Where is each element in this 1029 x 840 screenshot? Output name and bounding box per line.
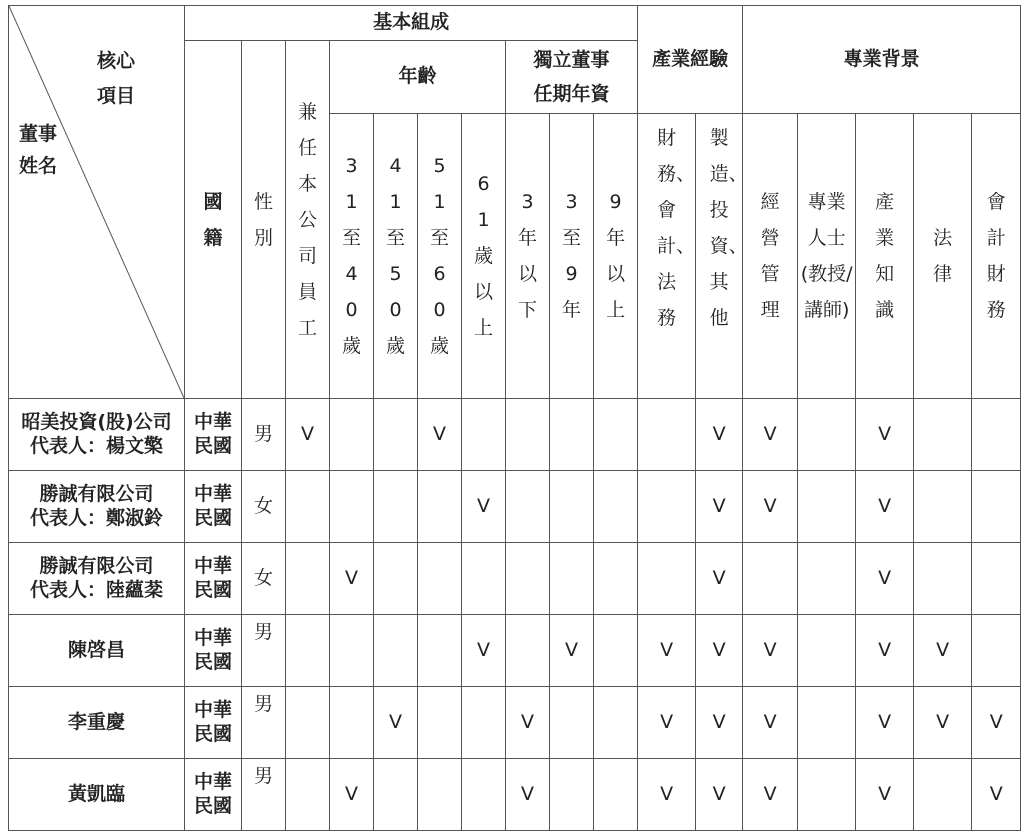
col-tenure-over-9: 9年以上 [594,114,638,399]
age-51-60-cell [418,759,462,831]
industry-manufacture-cell: V [696,471,743,543]
nationality-cell: 中華 民國 [185,759,242,831]
age-41-50-cell [374,615,418,687]
group-professional-background: 專業背景 [743,6,1021,114]
employee-cell [286,759,330,831]
pro-accounting-cell: V [972,759,1021,831]
tenure-under-3-cell [506,399,550,471]
col-gender: 性別 [242,41,286,399]
pro-management-cell: V [743,399,798,471]
pro-law-cell: V [914,615,972,687]
age-61-plus-cell [462,759,506,831]
tenure-over-9-cell [594,471,638,543]
pro-professional-cell [798,687,856,759]
tenure-3-9-cell [550,759,594,831]
board-diversity-table [8,5,1021,831]
pro-industry-cell: V [856,399,914,471]
director-name: 勝誠有限公司 代表人：陸蘊棻 [9,543,185,615]
pro-management-cell: V [743,615,798,687]
col-pro-professional: 專業人士(教授/講師) [798,114,856,399]
pro-professional-cell [798,399,856,471]
industry-manufacture-cell: V [696,543,743,615]
corner-top-label: 核心 項目 [97,50,136,107]
pro-professional-cell [798,759,856,831]
age-51-60-cell [418,471,462,543]
industry-manufacture-cell: V [696,615,743,687]
nationality-cell: 中華 民國 [185,687,242,759]
pro-accounting-cell: V [972,687,1021,759]
pro-accounting-cell [972,615,1021,687]
pro-professional-cell [798,615,856,687]
gender-cell: 男 [242,399,286,471]
pro-management-cell: V [743,759,798,831]
age-31-40-cell [330,399,374,471]
col-tenure-under-3: 3年以下 [506,114,550,399]
pro-management-cell: V [743,471,798,543]
pro-management-cell [743,543,798,615]
tenure-over-9-cell [594,399,638,471]
tenure-under-3-cell: V [506,687,550,759]
tenure-under-3-cell: V [506,759,550,831]
nationality-cell: 中華 民國 [185,399,242,471]
age-61-plus-cell [462,399,506,471]
col-tenure-3-9: 3至9年 [550,114,594,399]
col-industry-finance: 財務、會計、法務 [638,114,696,399]
age-61-plus-cell: V [462,471,506,543]
pro-management-cell: V [743,687,798,759]
industry-finance-cell [638,543,696,615]
nationality-cell: 中華 民國 [185,471,242,543]
col-age-41-50: 41至50歲 [374,114,418,399]
col-industry-manufacture: 製造、投資、其他 [696,114,743,399]
header-corner-cell [9,6,185,399]
age-31-40-cell [330,687,374,759]
employee-cell [286,615,330,687]
col-pro-management: 經營管理 [743,114,798,399]
age-51-60-cell [418,687,462,759]
col-pro-law: 法律 [914,114,972,399]
age-41-50-cell [374,543,418,615]
subgroup-age: 年齡 [330,41,506,114]
nationality-cell: 中華 民國 [185,543,242,615]
age-61-plus-cell [462,687,506,759]
age-31-40-cell: V [330,543,374,615]
pro-law-cell [914,543,972,615]
gender-cell: 男 [242,759,286,831]
corner-bottom-label: 董事 姓名 [19,123,58,177]
tenure-3-9-cell [550,471,594,543]
pro-industry-cell: V [856,759,914,831]
industry-manufacture-cell: V [696,687,743,759]
industry-manufacture-cell: V [696,399,743,471]
tenure-under-3-cell [506,543,550,615]
gender-cell: 女 [242,471,286,543]
pro-accounting-cell [972,399,1021,471]
employee-cell [286,471,330,543]
director-name: 黃凱臨 [9,759,185,831]
col-nationality: 國籍 [185,41,242,399]
age-51-60-cell: V [418,399,462,471]
age-41-50-cell [374,759,418,831]
age-41-50-cell [374,471,418,543]
tenure-under-3-cell [506,615,550,687]
pro-industry-cell: V [856,687,914,759]
tenure-over-9-cell [594,759,638,831]
table-row [9,543,1021,615]
gender-cell: 男 [242,687,286,759]
col-employee: 兼任本公司員工 [286,41,330,399]
industry-finance-cell: V [638,687,696,759]
col-pro-accounting: 會計財務 [972,114,1021,399]
age-51-60-cell [418,615,462,687]
tenure-under-3-cell [506,471,550,543]
pro-law-cell [914,471,972,543]
pro-accounting-cell [972,543,1021,615]
nationality-cell: 中華 民國 [185,615,242,687]
director-name: 勝誠有限公司 代表人：鄭淑鈴 [9,471,185,543]
employee-cell: V [286,399,330,471]
tenure-over-9-cell [594,687,638,759]
age-61-plus-cell: V [462,615,506,687]
group-industry-experience: 產業經驗 [638,6,743,114]
tenure-over-9-cell [594,615,638,687]
industry-manufacture-cell: V [696,759,743,831]
subgroup-tenure: 獨立董事任期年資 [506,41,638,114]
pro-industry-cell: V [856,471,914,543]
col-age-51-60: 51至60歲 [418,114,462,399]
pro-law-cell [914,759,972,831]
table-row [9,759,1021,831]
age-31-40-cell [330,615,374,687]
employee-cell [286,543,330,615]
tenure-over-9-cell [594,543,638,615]
table-row [9,615,1021,687]
tenure-3-9-cell: V [550,615,594,687]
col-age-31-40: 31至40歲 [330,114,374,399]
pro-law-cell [914,399,972,471]
pro-industry-cell: V [856,543,914,615]
table-row [9,687,1021,759]
industry-finance-cell [638,399,696,471]
age-61-plus-cell [462,543,506,615]
pro-law-cell: V [914,687,972,759]
director-name: 李重慶 [9,687,185,759]
age-31-40-cell: V [330,759,374,831]
director-name: 陳啓昌 [9,615,185,687]
tenure-3-9-cell [550,687,594,759]
pro-industry-cell: V [856,615,914,687]
industry-finance-cell: V [638,615,696,687]
gender-cell: 女 [242,543,286,615]
col-age-61-plus: 61歲以上 [462,114,506,399]
age-41-50-cell [374,399,418,471]
tenure-3-9-cell [550,543,594,615]
pro-accounting-cell [972,471,1021,543]
pro-professional-cell [798,471,856,543]
table-row [9,471,1021,543]
age-51-60-cell [418,543,462,615]
age-31-40-cell [330,471,374,543]
gender-cell: 男 [242,615,286,687]
industry-finance-cell [638,471,696,543]
employee-cell [286,687,330,759]
group-basic-composition: 基本組成 [185,6,638,41]
tenure-3-9-cell [550,399,594,471]
col-pro-industry: 產業知識 [856,114,914,399]
industry-finance-cell: V [638,759,696,831]
director-name: 昭美投資(股)公司 代表人：楊文檠 [9,399,185,471]
age-41-50-cell: V [374,687,418,759]
pro-professional-cell [798,543,856,615]
table-row [9,399,1021,471]
